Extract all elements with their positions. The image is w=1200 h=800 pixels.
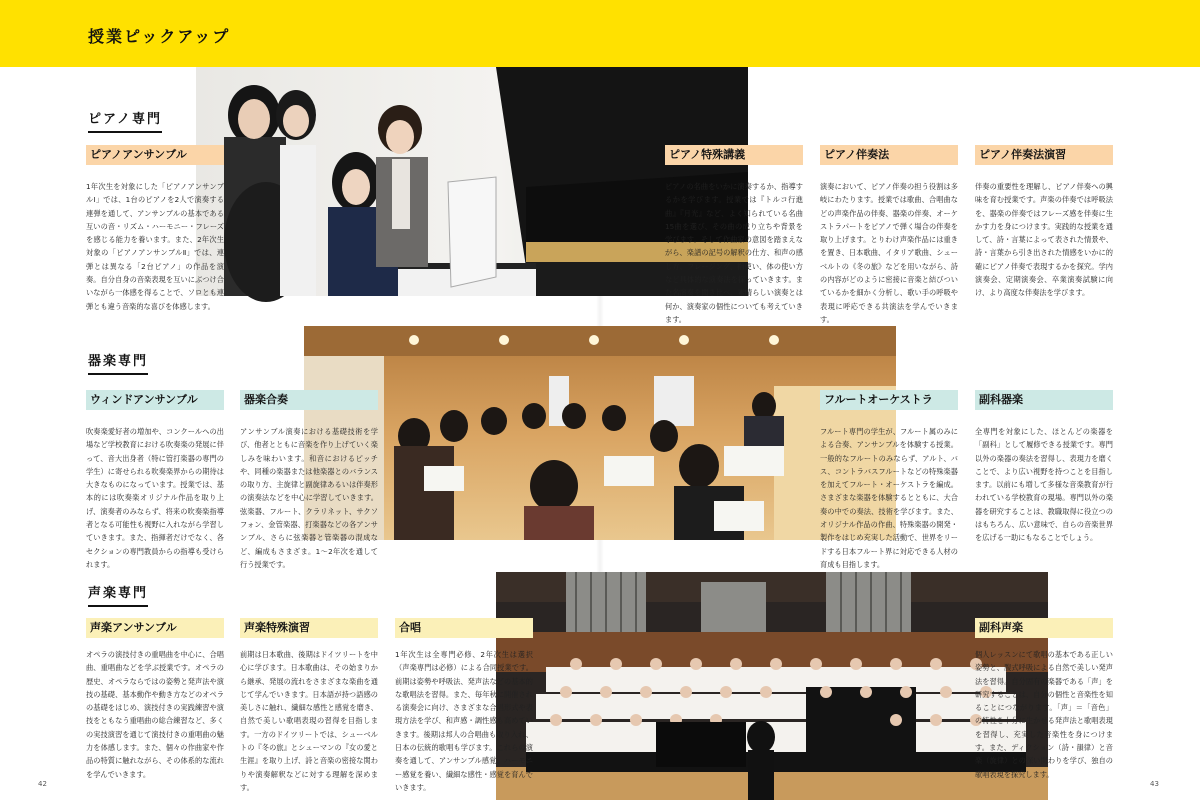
course-label-flute-orchestra: フルートオーケストラ <box>820 390 958 410</box>
course-text-minor-instrument: 全専門を対象にした、ほとんどの楽器を「副科」として履修できる授業です。専門以外の楽器の奏法を習得し、表現力を磨くことで、より広い視野を持つことを目指します。以前にも増して多様な音楽教育が行われている学校教育の現場。専門以外の楽器を研究することは、教職取得に役立つのはもちろん、広い意味で、自らの音楽世界を広げる一助にもなることでしょう。 <box>975 427 1113 543</box>
course-label-vocal-ensemble: 声楽アンサンブル <box>86 618 224 638</box>
page-header <box>0 0 1200 67</box>
course-label-piano-special: ピアノ特殊講義 <box>665 145 803 165</box>
instrumental-ensemble-photo <box>304 326 896 540</box>
course-text-minor-vocal: 個人レッスンにて歌唱の基本である正しい姿勢と、腹式呼吸による自然で美しい発声法を習得。自分固有の楽器である「声」を研究することは、自分の個性と音楽性を知ることにつながります。「声」＝「音色」の特性を十分に生かせる発声法と歌唱表現を習得し、充実した音楽性を身につけます。また、ディクション（詩・韻律）と音楽（旋律）との深い関わりを学び、独自の歌唱表現を探究します。 <box>975 650 1113 779</box>
course-label-instrumental-ensemble: 器楽合奏 <box>240 390 378 410</box>
section-title-instrumental: 器楽専門 <box>88 350 148 375</box>
course-label-piano-accompaniment: ピアノ伴奏法 <box>820 145 958 165</box>
course-label-wind-ensemble: ウィンドアンサンブル <box>86 390 224 410</box>
section-title-vocal: 声楽専門 <box>88 582 148 607</box>
course-text-piano-accompaniment-practice: 伴奏の重要性を理解し、ピアノ伴奏への興味を育む授業です。声楽の伴奏では呼吸法を、器楽の伴奏ではフレーズ感を伴奏に生かす力を身につけます。実践的な授業を通して、詩・言葉によって表された情景や、詩・言葉から引き出された情感をいかに的確にピアノ伴奏で表現するかを探究。学内演奏会、定期演奏会、卒業演奏試験に向け、より高度な伴奏法を学びます。 <box>975 182 1113 298</box>
course-text-vocal-special: 前期は日本歌曲、後期はドイツリートを中心に学びます。日本歌曲は、その始まりから継承、発展の流れをさまざまな楽曲を通じて学んでいきます。日本語が持つ語感の美しさに触れ、繊細な感性と感覚を磨き、自然で美しい歌唱表現の習得を目指します。一方のドイツリートでは、シューベルトの『冬の旅』とシューマンの『女の愛と生涯』を取り上げ、詩と音楽の密接な関わりや演奏解釈などに対する理解を深めます。 <box>240 650 378 792</box>
course-text-piano-special: ピアノの名曲をいかに演奏するか、指導するかを学びます。授業では『トルコ行進曲』『月光』など、よく知られている名曲15曲を選び、その曲の成り立ちや背景を学びます。そして作曲家の意図を踏まえながら、楽譜の記号の解釈の仕方、和声の感じ方、フレージング、指使い、体の使い方など具体的な演奏法を探っていきます。また名演奏を聞き比べ、素晴らしい演奏とは何か、演奏家の個性についても考えていきます。 <box>665 182 803 324</box>
course-text-piano-accompaniment: 演奏において、ピアノ伴奏の担う役割は多岐にわたります。授業では歌曲、合唱曲などの声楽作品の伴奏、器楽の伴奏、オーケストラパートをピアノで弾く場合の伴奏を取り上げます。とりわけ声楽作品には重きを置き、日本歌曲、イタリア歌曲、シューベルトの《冬の旅》などを用いながら、詩の内容がどのように密接に音楽と結びついているかを細かく分析し、歌い手の呼吸や表現に呼応できる共演法を学んでいきます。 <box>820 182 958 324</box>
page-number-left: 42 <box>38 780 47 788</box>
course-label-vocal-special: 声楽特殊演習 <box>240 618 378 638</box>
course-text-wind-ensemble: 吹奏楽愛好者の増加や、コンクールへの出場など学校教育における吹奏楽の発展に伴って、音大出身者（特に管打楽器の専門の学生）に寄せられる吹奏楽界からの期待は大きなものになっています。授業では、基本的には吹奏楽オリジナル作品を取り上げ、演奏者のみならず、将来の吹奏楽指導者となる可能性も視野に入れながら学習していきます。また、指揮者だけでなく、各セクションの専門教員からの指導も受けられます。 <box>86 427 224 569</box>
page-title: 授業ピックアップ <box>88 27 231 46</box>
section-title-piano: ピアノ専門 <box>88 108 162 133</box>
course-text-choir: 1年次生は全専門必修、2年次生は選択（声楽専門は必修）による合同授業です。前期は姿勢や呼吸法、発声法などの基本的な歌唱法を習得。また、毎年秋に開催される演奏会に向け、さまざまな合唱形式や表現方法を学び、和声感・調性感も高めていきます。後期は邦人の合唱曲も取り入れ、日本の伝統的歌唱も学びます。これらの演奏を通して、アンサンブル感覚、ハーモニー感覚を養い、繊細な感性・感覚を育んでいきます。 <box>395 650 533 792</box>
page-number-right: 43 <box>1150 780 1159 788</box>
course-label-minor-instrument: 副科器楽 <box>975 390 1113 410</box>
course-text-flute-orchestra: フルート専門の学生が、フルート属のみによる合奏、アンサンブルを体験する授業。一般的なフルートのみならず、アルト、バス、コントラバスフルートなどの特殊楽器を加えてフルート・オーケストラを編成。さまざまな楽器を体験するとともに、大合奏の中での奏法、技術を学びます。また、オリジナル作品の作曲、特殊楽器の開発・製作をはじめ充実した活動で、世界をリードする日本フルート界に対応できる人材の育成も目指します。 <box>820 427 958 569</box>
course-text-vocal-ensemble: オペラの演技付きの重唱曲を中心に、合唱曲、重唱曲などを学ぶ授業です。オペラの歴史、オペラならではの姿勢と発声法や演技の基礎、基本動作や動き方などのオペラの基礎をはじめ、演技付きの実践練習や演技をともなう重唱曲の総合練習など、多くの実技演習を通じて演技付きの重唱曲の魅力を体感します。また、個々の作曲家や作品の特質に触れながら、その体系的な流れを学んでいきます。 <box>86 650 224 779</box>
course-label-choir: 合唱 <box>395 618 533 638</box>
choir-photo <box>496 572 1048 800</box>
course-label-piano-accompaniment-practice: ピアノ伴奏法演習 <box>975 145 1113 165</box>
course-label-minor-vocal: 副科声楽 <box>975 618 1113 638</box>
course-text-piano-ensemble: 1年次生を対象にした「ピアノアンサンブルⅠ」では、1台のピアノを2人で演奏する連弾を通して、アンサンブルの基本である互いの音・リズム・ハーモニー・フレーズを感じる能力を養います。また、2年次生対象の「ピアノアンサンブルⅡ」では、連弾とは異なる「2台ピアノ」の作品を演奏。自分自身の音楽表現を互いにぶつけ合いながら一体感を得ることで、ソロとも連弾とも違う音楽的な喜びを体感します。 <box>86 182 224 311</box>
course-label-piano-ensemble: ピアノアンサンブル <box>86 145 224 165</box>
course-text-instrumental-ensemble: アンサンブル演奏における基礎技術を学び、他者とともに音楽を作り上げていく楽しみを味わいます。和音におけるピッチや、同種の楽器または他楽器とのバランスの取り方、主旋律と副旋律あるいは伴奏形の演奏法などを中心に学習していきます。弦楽器、フルート、クラリネット、サクソフォン、金管楽器、打楽器などの各アンサンブル、さらに弦楽器と管楽器の混成など、編成もさまざま。1〜2年次を通して行う授業です。 <box>240 427 378 569</box>
